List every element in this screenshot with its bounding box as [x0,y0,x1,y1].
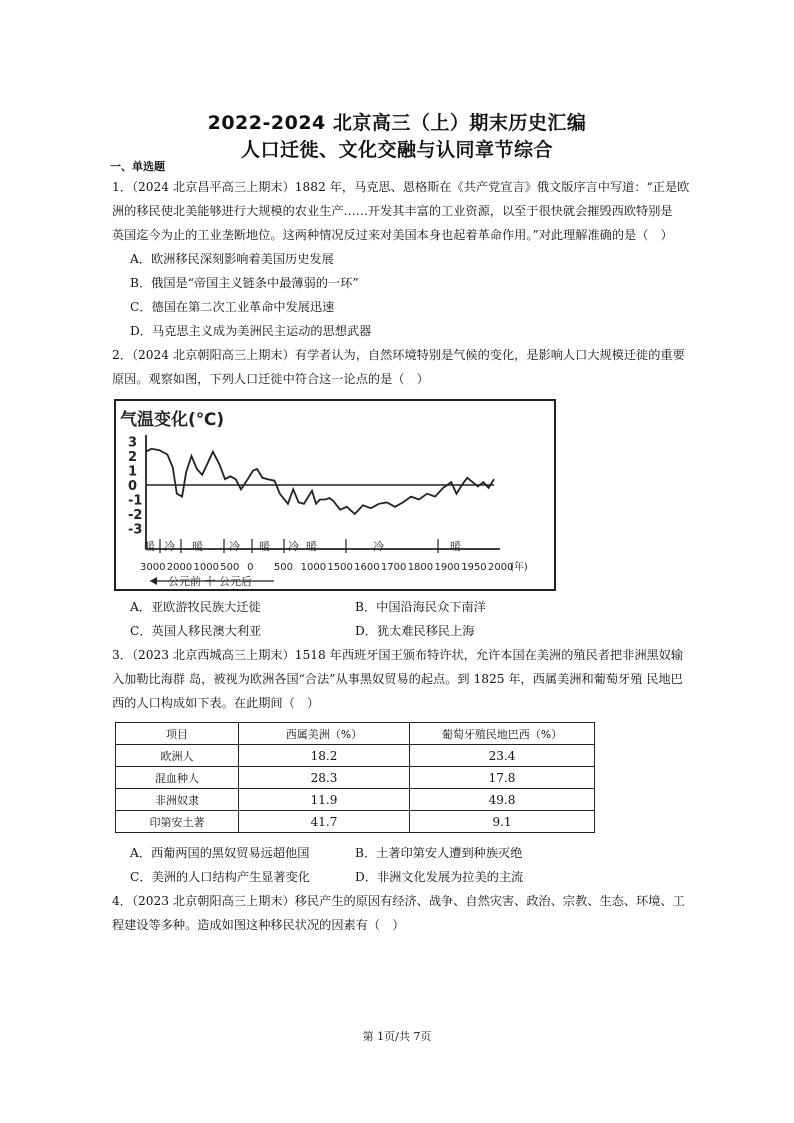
question-3-option-c: C．美洲的人口结构产生显著变化 [130,870,310,884]
section-heading: 一、单选题 [110,160,165,173]
question-3-line-1: 3．（2023 北京西城高三上期末）1518 年西班牙国王颁布特许状，允许本国在美洲的殖民者把非洲黑奴输 [112,648,684,662]
table-cell: 17.8 [410,767,595,789]
question-2-option-d: D．犹太难民移民上海 [355,624,475,638]
table-cell: 11.9 [239,789,410,811]
y-tick-label: 3 [128,435,138,451]
table-cell: 28.3 [239,767,410,789]
x-tick-label: 1500 [327,562,353,573]
period-label: 暖 [450,540,461,553]
period-label: 暖 [192,540,203,553]
temperature-change-chart [114,399,556,591]
question-1-line-3: 英国迄今为止的工业垄断地位。这两种情况反过来对美国本身也起着革命作用。”对此理解准确的是（ ） [112,228,673,242]
x-tick-label: 1800 [407,562,434,573]
table-row [116,767,595,789]
question-4-line-1: 4．（2023 北京朝阳高三上期末）移民产生的原因有经济、战争、自然灾害、政治、宗教、生态、环境、工 [112,894,685,908]
y-tick-label: -3 [128,522,143,538]
table-cell: 49.8 [410,789,595,811]
question-1-option-d: D．马克思主义成为美洲民主运动的思想武器 [130,324,372,338]
question-2-line-1: 2．（2024 北京朝阳高三上期末）有学者认为，自然环境特别是气候的变化，是影响人口大规模迁徙的重要 [112,348,685,362]
table-header: 项目 [116,723,239,745]
question-2-line-2: 原因。观察如图，下列人口迁徙中符合这一论点的是（ ） [112,372,429,386]
y-tick-label: -2 [128,508,143,523]
question-2-option-a: A．亚欧游牧民族大迁徙 [130,600,261,614]
period-label: 冷 [164,540,175,553]
table-header-row [116,723,595,745]
x-unit-label: (年) [510,562,528,573]
y-tick-label: 1 [128,464,138,480]
question-1-option-c: C．德国在第二次工业革命中发展迅速 [130,300,335,314]
table-row [116,811,595,833]
question-1-line-2: 洲的移民使北美能够进行大规模的农业生产……开发其丰富的工业资源，以至于很快就会摧毁西欧特别是 [112,204,673,218]
table-cell: 印第安土著 [116,811,239,833]
period-label: 暖 [259,540,270,553]
table-row [116,745,595,767]
period-label: 暖 [306,540,317,553]
table-cell: 18.2 [239,745,410,767]
x-tick-label: 0 [247,562,254,573]
question-1-line-1: 1．（2024 北京昌平高三上期末）1882 年，马克思、恩格斯在《共产党宣言》俄文版序言中写道：“正是欧 [112,180,690,194]
table-header: 西属美洲（%） [239,723,410,745]
x-tick-label: 3000 [140,562,166,573]
x-tick-label: 1900 [434,562,460,573]
y-tick-label: 2 [128,450,138,465]
table-cell: 9.1 [410,811,595,833]
table-cell: 欧洲人 [116,745,239,767]
table-cell: 非洲奴隶 [116,789,239,811]
question-3-option-b: B．土著印第安人遭到种族灭绝 [355,846,523,860]
table-row [116,789,595,811]
question-3-line-2: 入加勒比海群 岛，被视为欧洲各国“合法”从事黑奴贸易的起点。到 1825 年，西属美洲和葡萄牙殖 民地巴 [112,672,683,686]
question-3-option-a: A．西葡两国的黑奴贸易远超他国 [130,846,310,860]
period-label: 冷 [229,540,240,553]
x-tick-label: 1950 [461,562,487,573]
x-tick-label: 1000 [300,562,327,573]
table-cell: 41.7 [239,811,410,833]
x-tick-label: 2000 [488,562,514,573]
document-subtitle: 人口迁徙、文化交融与认同章节综合 [240,139,553,161]
document-title: 2022-2024 北京高三（上）期末历史汇编 [207,112,587,134]
x-tick-label: 2000 [166,562,193,573]
y-tick-label: -1 [128,493,143,509]
era-label: 公元前 十 公元后 [168,575,252,588]
question-2-option-b: B．中国沿海民众下南洋 [355,600,486,614]
chart-title: 气温变化(℃) [120,410,225,430]
period-label: 暖 [144,540,155,553]
period-label: 冷 [373,540,384,553]
question-1-option-b: B．俄国是“帝国主义链条中最薄弱的一环” [130,276,359,290]
x-tick-label: 500 [220,562,240,573]
x-tick-label: 1000 [193,562,219,573]
x-tick-label: 1600 [354,562,380,573]
population-table [115,722,595,833]
table-cell: 23.4 [410,745,595,767]
period-label: 冷 [288,540,299,553]
x-tick-label: 500 [273,562,293,573]
y-tick-label: 0 [128,479,138,494]
table-cell: 混血种人 [116,767,239,789]
page-footer: 第 1页/共 7页 [362,1030,432,1043]
question-3-line-3: 西的人口构成如下表。在此期间（ ） [112,696,320,710]
question-2-option-c: C．英国人移民澳大利亚 [130,624,262,638]
x-tick-label: 1700 [380,562,407,573]
question-4-line-2: 程建设等多种。造成如图这种移民状况的因素有（ ） [112,918,405,932]
question-1-option-a: A．欧洲移民深刻影响着美国历史发展 [130,252,334,266]
question-3-option-d: D．非洲文化发展为拉美的主流 [355,870,524,884]
table-header: 葡萄牙殖民地巴西（%） [410,723,595,745]
